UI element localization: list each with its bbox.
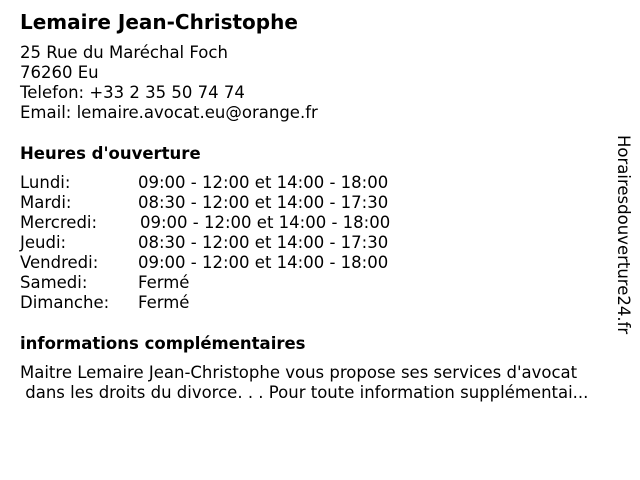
additional-info-heading: informations complémentaires <box>20 334 306 353</box>
day-label: Vendredi: <box>20 253 99 272</box>
day-label: Lundi: <box>20 173 71 192</box>
contact-block <box>20 43 318 123</box>
additional-info-text <box>20 363 588 403</box>
postal-city: 76260 Eu <box>20 63 99 82</box>
hours-value: Fermé <box>138 293 190 312</box>
email-address: Email: lemaire.avocat.eu@orange.fr <box>20 103 318 122</box>
opening-hours-heading: Heures d'ouverture <box>20 144 201 163</box>
business-name: Lemaire Jean-Christophe <box>20 10 298 34</box>
hours-value: 09:00 - 12:00 et 14:00 - 18:00 <box>138 173 389 192</box>
day-label: Mercredi: <box>20 213 98 232</box>
day-label: Dimanche: <box>20 293 110 312</box>
hours-value: 08:30 - 12:00 et 14:00 - 17:30 <box>138 233 389 252</box>
hours-value: 08:30 - 12:00 et 14:00 - 17:30 <box>138 193 389 212</box>
street-address: 25 Rue du Maréchal Foch <box>20 43 228 62</box>
day-label: Jeudi: <box>20 233 67 252</box>
day-label: Mardi: <box>20 193 72 212</box>
watermark-text: Horairesdouverture24.fr <box>614 135 633 335</box>
hours-value: Fermé <box>138 273 190 292</box>
description-line: dans les droits du divorce. . . Pour toute information supplémentai... <box>20 383 589 402</box>
description-line: Maitre Lemaire Jean-Christophe vous propose ses services d'avocat <box>20 363 578 382</box>
day-label: Samedi: <box>20 273 88 292</box>
hours-value: 09:00 - 12:00 et 14:00 - 18:00 <box>138 253 389 272</box>
hours-value: 09:00 - 12:00 et 14:00 - 18:00 <box>140 213 391 232</box>
site-watermark <box>613 135 633 345</box>
phone-number: Telefon: +33 2 35 50 74 74 <box>20 83 245 102</box>
